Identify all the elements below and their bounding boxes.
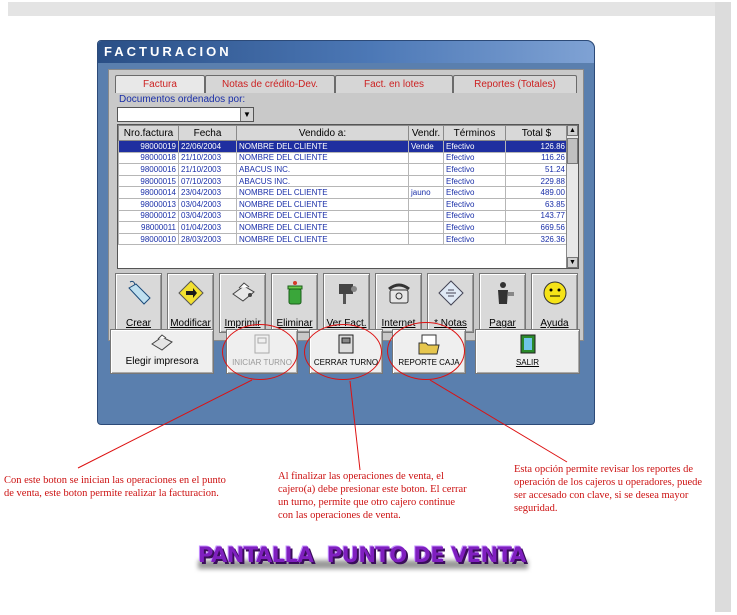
cell-terminos: Efectivo (444, 210, 506, 222)
cell-terminos: Efectivo (444, 187, 506, 199)
cell-total: 126.86 (506, 141, 568, 153)
cell-vendido-a: ABACUS INC. (237, 164, 409, 176)
cell-total: 669.56 (506, 222, 568, 234)
cell-total: 229.88 (506, 175, 568, 187)
modificar-label: Modificar (170, 318, 211, 329)
scroll-up-icon[interactable]: ▲ (567, 125, 578, 136)
cell-nro-factura: 98000018 (119, 152, 179, 164)
cell-nro-factura: 98000011 (119, 222, 179, 234)
sort-label: Documentos ordenados por: (119, 94, 246, 105)
pagar-label: Pagar (489, 318, 516, 329)
cell-total: 143.77 (506, 210, 568, 222)
cell-fecha: 07/10/2003 (179, 175, 237, 187)
cell-terminos: Efectivo (444, 141, 506, 153)
cell-terminos: Efectivo (444, 164, 506, 176)
ayuda-label: Ayuda (540, 318, 569, 329)
eliminar-label: Eliminar (276, 318, 313, 329)
col-nro-factura[interactable]: Nro.factura (119, 126, 179, 141)
cell-fecha: 28/03/2003 (179, 233, 237, 245)
cell-nro-factura: 98000015 (119, 175, 179, 187)
imprimir-label: Imprimir (224, 318, 261, 329)
cerrar-turno-label: CERRAR TURNO (313, 358, 379, 367)
cell-terminos: Efectivo (444, 233, 506, 245)
reporte-caja-label: REPORTE CAJA (398, 358, 460, 367)
tab-reportes[interactable]: Reportes (Totales) (453, 75, 577, 93)
cell-total: 326.36 (506, 233, 568, 245)
chevron-down-icon[interactable]: ▼ (240, 108, 253, 121)
cell-terminos: Efectivo (444, 198, 506, 210)
crear-label: Crear (125, 318, 151, 329)
cell-vendedor: jauno (409, 187, 444, 199)
tab-notas-credito[interactable]: Notas de crédito-Dev. (205, 75, 335, 93)
cell-total: 51.24 (506, 164, 568, 176)
cell-nro-factura: 98000019 (119, 141, 179, 153)
cell-nro-factura: 98000016 (119, 164, 179, 176)
scroll-down-icon[interactable]: ▼ (567, 257, 578, 268)
cerrar-pointer-line (350, 381, 360, 470)
cell-vendido-a: NOMBRE DEL CLIENTE (237, 141, 409, 153)
reporte-pointer-line (430, 380, 567, 462)
cell-vendido-a: NOMBRE DEL CLIENTE (237, 152, 409, 164)
cell-fecha: 21/10/2003 (179, 164, 237, 176)
cell-fecha: 03/04/2003 (179, 198, 237, 210)
cell-total: 489.00 (506, 187, 568, 199)
cell-terminos: Efectivo (444, 152, 506, 164)
cell-total: 63.85 (506, 198, 568, 210)
cell-nro-factura: 98000013 (119, 198, 179, 210)
cell-fecha: 23/04/2003 (179, 187, 237, 199)
cell-fecha: 21/10/2003 (179, 152, 237, 164)
cell-vendido-a: NOMBRE DEL CLIENTE (237, 210, 409, 222)
cell-fecha: 03/04/2003 (179, 210, 237, 222)
cell-fecha: 01/04/2003 (179, 222, 237, 234)
cell-vendido-a: NOMBRE DEL CLIENTE (237, 198, 409, 210)
salir-label: SALIR (515, 358, 540, 367)
note-iniciar-turno: Con este boton se inician las operaciones en el punto de venta, este boton permite realizar la facturacion. (4, 475, 226, 499)
iniciar-pointer-line (78, 380, 252, 468)
cell-nro-factura: 98000014 (119, 187, 179, 199)
col-vendido-a[interactable]: Vendido a: (237, 126, 409, 141)
col-vendedor[interactable]: Vendr. (409, 126, 444, 141)
col-terminos[interactable]: Términos (444, 126, 506, 141)
cell-terminos: Efectivo (444, 175, 506, 187)
cell-terminos: Efectivo (444, 222, 506, 234)
window-title: FACTURACION (104, 44, 232, 59)
elegir-impresora-label: Elegir impresora (125, 356, 199, 367)
cell-nro-factura: 98000010 (119, 233, 179, 245)
col-fecha[interactable]: Fecha (179, 126, 237, 141)
cell-vendido-a: NOMBRE DEL CLIENTE (237, 233, 409, 245)
note-cerrar-turno: Al finalizar las operaciones de venta, el cajero(a) debe presionar este boton. El cerrar un turno, permite que otro cajero continue con las operaciones de venta. (278, 471, 467, 521)
ver-fact-label: Ver Fact. (326, 318, 367, 329)
tab-fact-lotes[interactable]: Fact. en lotes (335, 75, 453, 93)
tab-factura[interactable]: Factura (115, 75, 205, 93)
cell-vendido-a: NOMBRE DEL CLIENTE (237, 222, 409, 234)
cell-nro-factura: 98000012 (119, 210, 179, 222)
iniciar-turno-label: INICIAR TURNO (232, 358, 292, 367)
internet-label: Internet (381, 318, 416, 329)
cell-vendido-a: ABACUS INC. (237, 175, 409, 187)
cell-total: 116.26 (506, 152, 568, 164)
cell-fecha: 22/06/2004 (179, 141, 237, 153)
cell-vendedor: Vende (409, 141, 444, 153)
cell-vendido-a: NOMBRE DEL CLIENTE (237, 187, 409, 199)
screen-title-banner: PANTALLA PUNTO DE VENTA (198, 543, 526, 567)
col-total[interactable]: Total $ (506, 126, 568, 141)
notas-label: * Notas (434, 318, 467, 329)
note-reporte-caja: Esta opción permite revisar los reportes de operación de los cajeros u operadores, puede ser accesado con clave, si se desea mayor seguridad. (514, 464, 703, 514)
